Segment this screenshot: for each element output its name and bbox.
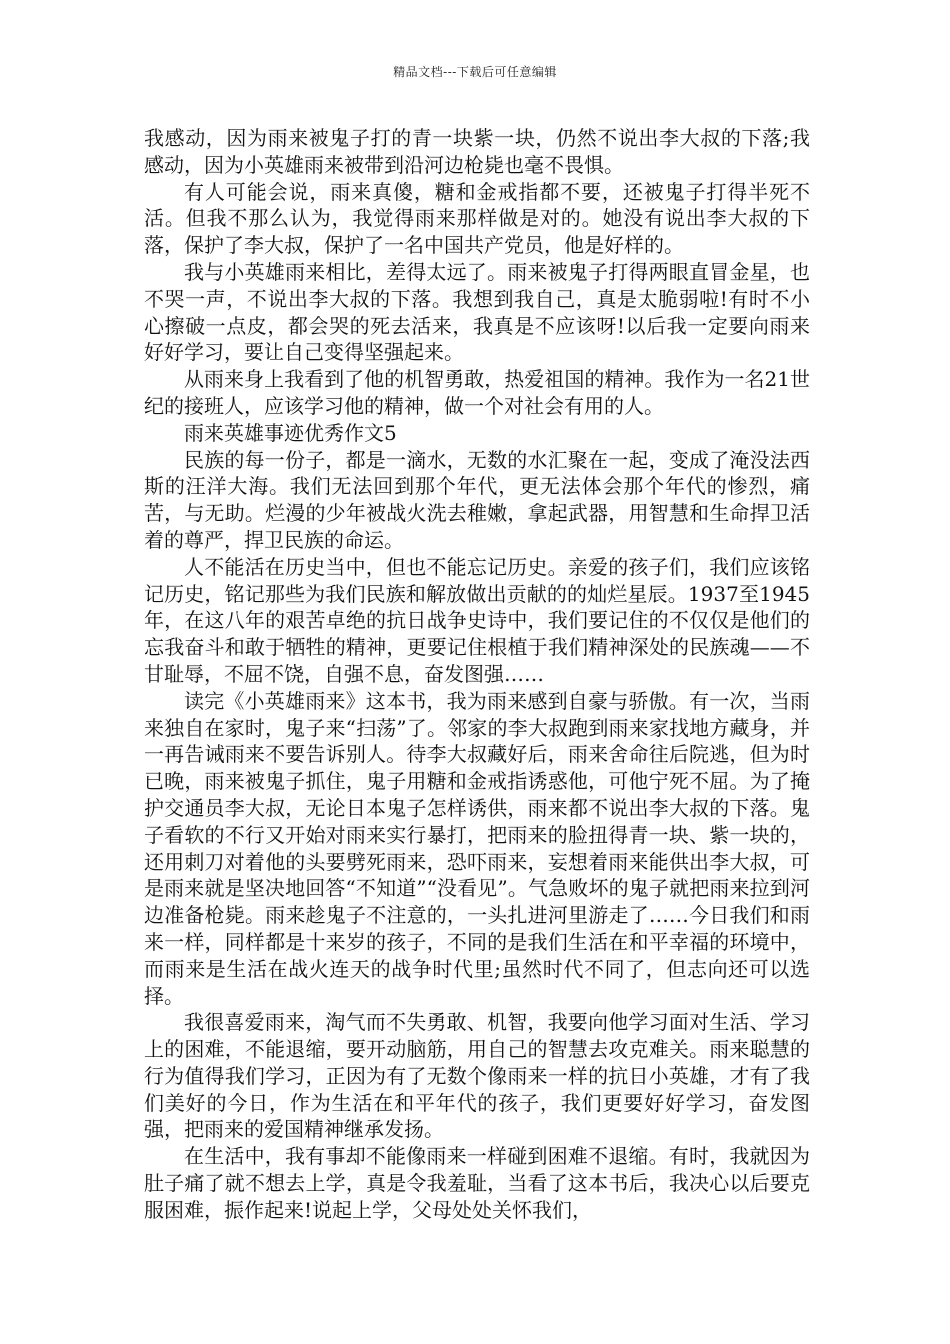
paragraph: 我很喜爱雨来，淘气而不失勇敢、机智，我要向他学习面对生活、学习上的困难，不能退缩，要开动脑筋，用自己的智慧去攻克难关。雨来聪慧的行为值得我们学习，正因为有了无数个像雨来一样的抗日小英雄，才有了我们美好的今日，作为生活在和平年代的孩子，我们更要好好学习，奋发图强，把雨来的爱国精神继承发扬。 bbox=[144, 1010, 810, 1142]
paragraph: 民族的每一份子，都是一滴水，无数的水汇聚在一起，变成了淹没法西斯的汪洋大海。我们无法回到那个年代，更无法体会那个年代的惨烈，痛苦，与无助。烂漫的少年被战火洗去稚嫩，拿起武器，用智慧和生命捍卫活着的尊严，捍卫民族的命运。 bbox=[144, 447, 810, 552]
document-body bbox=[144, 125, 810, 1224]
paragraph: 人不能活在历史当中，但也不能忘记历史。亲爱的孩子们，我们应该铭记历史，铭记那些为我们民族和解放做出贡献的的灿烂星辰。1937至1945年，在这八年的艰苦卓绝的抗日战争史诗中，我们要记住的不仅仅是他们的忘我奋斗和敢于牺牲的精神，更要记住根植于我们精神深处的民族魂——不甘耻辱，不屈不饶，自强不息，奋发图强…… bbox=[144, 554, 810, 686]
paragraph: 有人可能会说，雨来真傻，糖和金戒指都不要，还被鬼子打得半死不活。但我不那么认为，我觉得雨来那样做是对的。她没有说出李大叔的下落，保护了李大叔，保护了一名中国共产党员，他是好样的。 bbox=[144, 179, 810, 258]
section-title: 雨来英雄事迹优秀作文5 bbox=[184, 420, 397, 445]
paragraph: 我与小英雄雨来相比，差得太远了。雨来被鬼子打得两眼直冒金星，也不哭一声，不说出李大叔的下落。我想到我自己，真是太脆弱啦!有时不小心擦破一点皮，都会哭的死去活来，我真是不应该呀!以后我一定要向雨来好好学习，要让自己变得坚强起来。 bbox=[144, 259, 810, 365]
page-header: 精品文档---下载后可任意编辑 bbox=[393, 65, 557, 79]
paragraph-continued: 我感动，因为雨来被鬼子打的青一块紫一块，仍然不说出李大叔的下落;我感动，因为小英雄雨来被带到沿河边枪毙也毫不畏惧。 bbox=[144, 126, 810, 177]
paragraph: 在生活中，我有事却不能像雨来一样碰到困难不退缩。有时，我就因为肚子痛了就不想去上学，真是令我羞耻，当看了这本书后，我决心以后要克服困难，振作起来!说起上学，父母处处关怀我们， bbox=[144, 1144, 810, 1222]
paragraph: 从雨来身上我看到了他的机智勇敢，热爱祖国的精神。我作为一名21世纪的接班人，应该学习他的精神，做一个对社会有用的人。 bbox=[144, 367, 810, 418]
paragraph: 读完《小英雄雨来》这本书，我为雨来感到自豪与骄傲。有一次，当雨来独自在家时，鬼子来“扫荡”了。邻家的李大叔跑到雨来家找地方藏身，并一再告诫雨来不要告诉别人。待李大叔藏好后，雨来舍命往后院逃，但为时已晚，雨来被鬼子抓住，鬼子用糖和金戒指诱惑他，可他宁死不屈。为了掩护交通员李大叔，无论日本鬼子怎样诱供，雨来都不说出李大叔的下落。鬼子看软的不行又开始对雨来实行暴打，把雨来的脸扭得青一块、紫一块的，还用刺刀对着他的头要劈死雨来，恐吓雨来，妄想着雨来能供出李大叔，可是雨来就是坚决地回答“不知道”“没看见”。气急败坏的鬼子就把雨来拉到河边准备枪毙。雨来趁鬼子不注意的，一头扎进河里游走了……今日我们和雨来一样，同样都是十来岁的孩子，不同的是我们生活在和平幸福的环境中，而雨来是生活在战火连天的战争时代里;虽然时代不同了，但志向还可以选择。 bbox=[144, 688, 810, 1008]
